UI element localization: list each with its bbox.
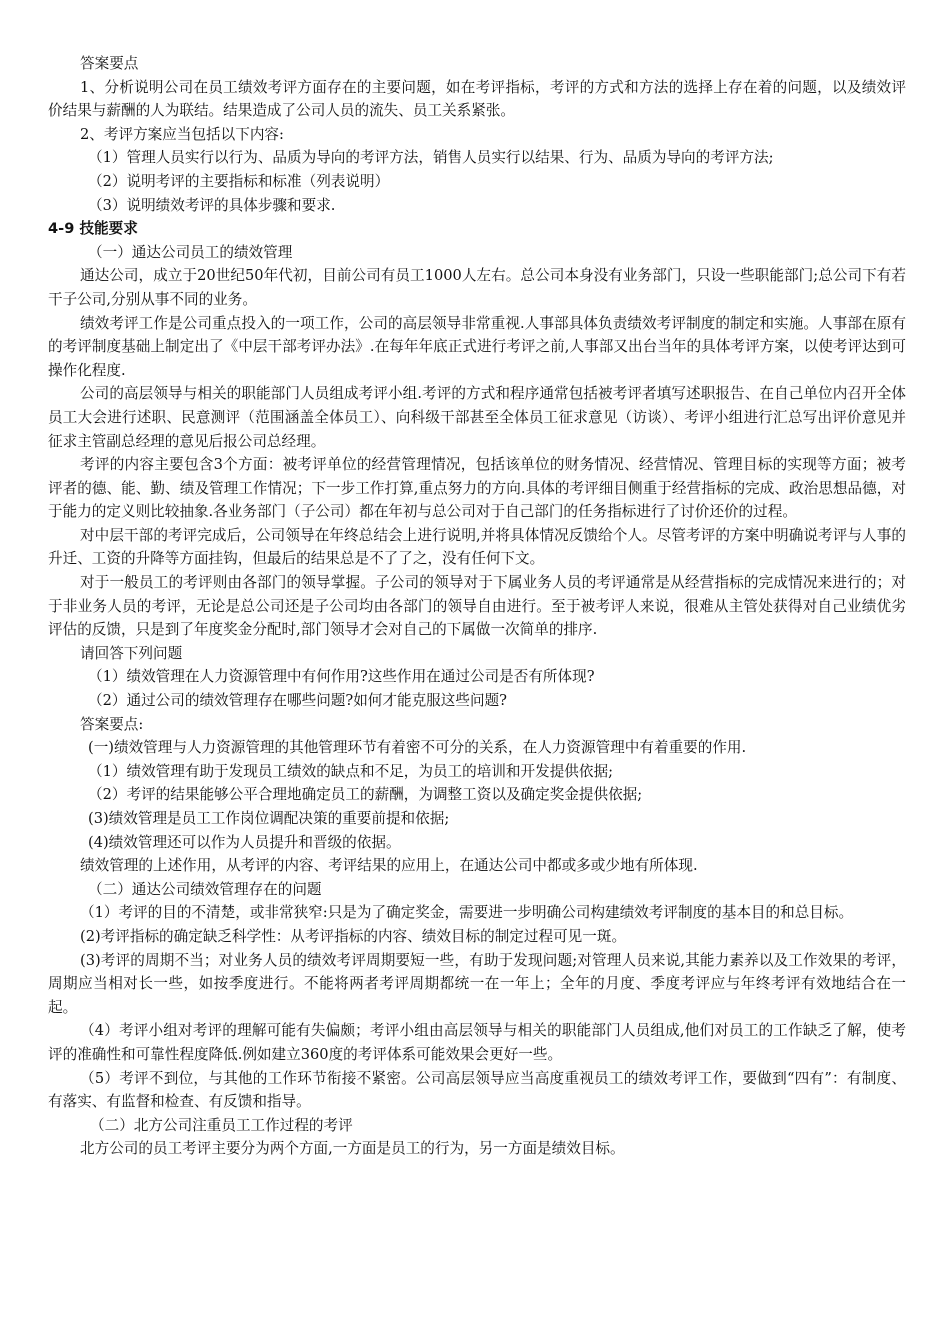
answer-sub-2: （2）说明考评的主要指标和标准（列表说明） <box>88 172 390 190</box>
case1-paragraph-6: 对于一般员工的考评则由各部门的领导掌握。子公司的领导对于下属业务人员的考评通常是从经营指标的完成情况来进行的；对于非业务人员的考评，无论是总公司还是子公司均由各部门的领导自由进行。至于被考评人来说，很难从主管处获得对自己业绩优劣评估的反馈，只是到了年度奖金分配时,部门领导才会对自己的下属做一次简单的排序. <box>48 574 906 639</box>
answer-part-two-4: （4）考评小组对考评的理解可能有失偏颇；考评小组由高层领导与相关的职能部门人员组成,他们对员工的工作缺乏了解，使考评的准确性和可靠性程度降低.例如建立360度的考评体系可能效果会更好一些。 <box>48 1022 906 1063</box>
answer2-title: 答案要点: <box>80 715 144 733</box>
case1-paragraph-2: 绩效考评工作是公司重点投入的一项工作，公司的高层领导非常重视.人事部具体负责绩效考评制度的制定和实施。人事部在原有的考评制度基础上制定出了《中层干部考评办法》.在每年年底正式进行考评之前,人事部又出台当年的具体考评方案，以使考评达到可操作化程度. <box>48 314 906 379</box>
questions-title: 请回答下列问题 <box>80 644 183 662</box>
answer-part-two-2: (2)考评指标的确定缺乏科学性：从考评指标的内容、绩效目标的制定过程可见一斑。 <box>80 927 627 945</box>
answer-part-two-title: （二）通达公司绩效管理存在的问题 <box>88 880 322 898</box>
answer-item-1: 1、分析说明公司在员工绩效考评方面存在的主要问题，如在考评指标，考评的方式和方法的选择上存在着的问题，以及绩效评价结果与薪酬的人为联结。结果造成了公司人员的流失、员工关系紧张。 <box>48 78 906 120</box>
answer-title: 答案要点 <box>80 55 139 72</box>
question-2: （2）通过公司的绩效管理存在哪些问题?如何才能克服这些问题? <box>88 692 507 710</box>
answer-part-one-3: (3)绩效管理是员工工作岗位调配决策的重要前提和依据; <box>88 810 450 827</box>
question-1: （1）绩效管理在人力资源管理中有何作用?这些作用在通过公司是否有所体现? <box>88 668 595 686</box>
case2-paragraph-1: 北方公司的员工考评主要分为两个方面,一方面是员工的行为，另一方面是绩效目标。 <box>80 1140 625 1158</box>
answer-part-one-4: (4)绩效管理还可以作为人员提升和晋级的依据。 <box>88 833 401 851</box>
answer-part-two-5: （5）考评不到位，与其他的工作环节衔接不紧密。公司高层领导应当高度重视员工的绩效考评工作，要做到“四有”：有制度、有落实、有监督和检查、有反馈和指导。 <box>48 1069 906 1111</box>
answer-sub-3: （3）说明绩效考评的具体步骤和要求. <box>88 196 336 214</box>
case2-title: （二）北方公司注重员工工作过程的考评 <box>90 1116 353 1134</box>
case1-title: （一）通达公司员工的绩效管理 <box>88 243 293 261</box>
case1-paragraph-3: 公司的高层领导与相关的职能部门人员组成考评小组.考评的方式和程序通常包括被考评者填写述职报告、在自己单位内召开全体员工大会进行述职、民意测评（范围涵盖全体员工）、向科级干部甚至全体员工征求意见（访谈）、考评小组进行汇总写出评价意见并征求主管副总经理的意见后报公司总经理。 <box>48 385 906 450</box>
answer-sub-1: （1）管理人员实行以行为、品质为导向的考评方法，销售人员实行以结果、行为、品质为导向的考评方法; <box>88 149 774 167</box>
answer-part-two-1: （1）考评的目的不清楚，或非常狭窄:只是为了确定奖金，需要进一步明确公司构建绩效考评制度的基本目的和总目标。 <box>80 904 854 922</box>
answer-part-one: (一)绩效管理与人力资源管理的其他管理环节有着密不可分的关系，在人力资源管理中有着重要的作用. <box>88 739 747 757</box>
document-page <box>48 52 906 1161</box>
answer-part-two-3: (3)考评的周期不当；对业务人员的绩效考评周期要短一些，有助于发现问题;对管理人员来说,其能力素养以及工作效果的考评，周期应当相对长一些，如按季度进行。不能将两者考评周期都统一在一年上；全年的月度、季度考评应与年终考评有效地结合在一起。 <box>48 951 906 1016</box>
answer-part-one-summary: 绩效管理的上述作用，从考评的内容、考评结果的应用上，在通达公司中都或多或少地有所体现. <box>80 857 698 875</box>
case1-paragraph-4: 考评的内容主要包含3个方面：被考评单位的经营管理情况，包括该单位的财务情况、经营情况、管理目标的实现等方面；被考评者的德、能、勤、绩及管理工作情况；下一步工作打算,重点努力的方向.具体的考评细目侧重于经营指标的完成、政治思想品德，对于能力的定义则比较抽象.各业务部门（子公司）都在年初与总公司对于自己部门的任务指标进行了讨价还价的过程。 <box>48 456 906 521</box>
answer-item-2: 2、考评方案应当包括以下内容: <box>80 125 284 143</box>
answer-part-one-2: （2）考评的结果能够公平合理地确定员工的薪酬，为调整工资以及确定奖金提供依据; <box>88 786 643 804</box>
answer-part-one-1: （1）绩效管理有助于发现员工绩效的缺点和不足，为员工的培训和开发提供依据; <box>88 762 613 780</box>
case1-paragraph-5: 对中层干部的考评完成后，公司领导在年终总结会上进行说明,并将具体情况反馈给个人。尽管考评的方案中明确说考评与人事的升迁、工资的升降等方面挂钩，但最后的结果总是不了了之，没有任何下文。 <box>48 526 906 568</box>
section-heading: 4-9 技能要求 <box>48 220 138 238</box>
case1-paragraph-1: 通达公司，成立于20世纪50年代初，目前公司有员工1000人左右。总公司本身没有业务部门，只设一些职能部门;总公司下有若干子公司,分别从事不同的业务。 <box>48 267 906 308</box>
